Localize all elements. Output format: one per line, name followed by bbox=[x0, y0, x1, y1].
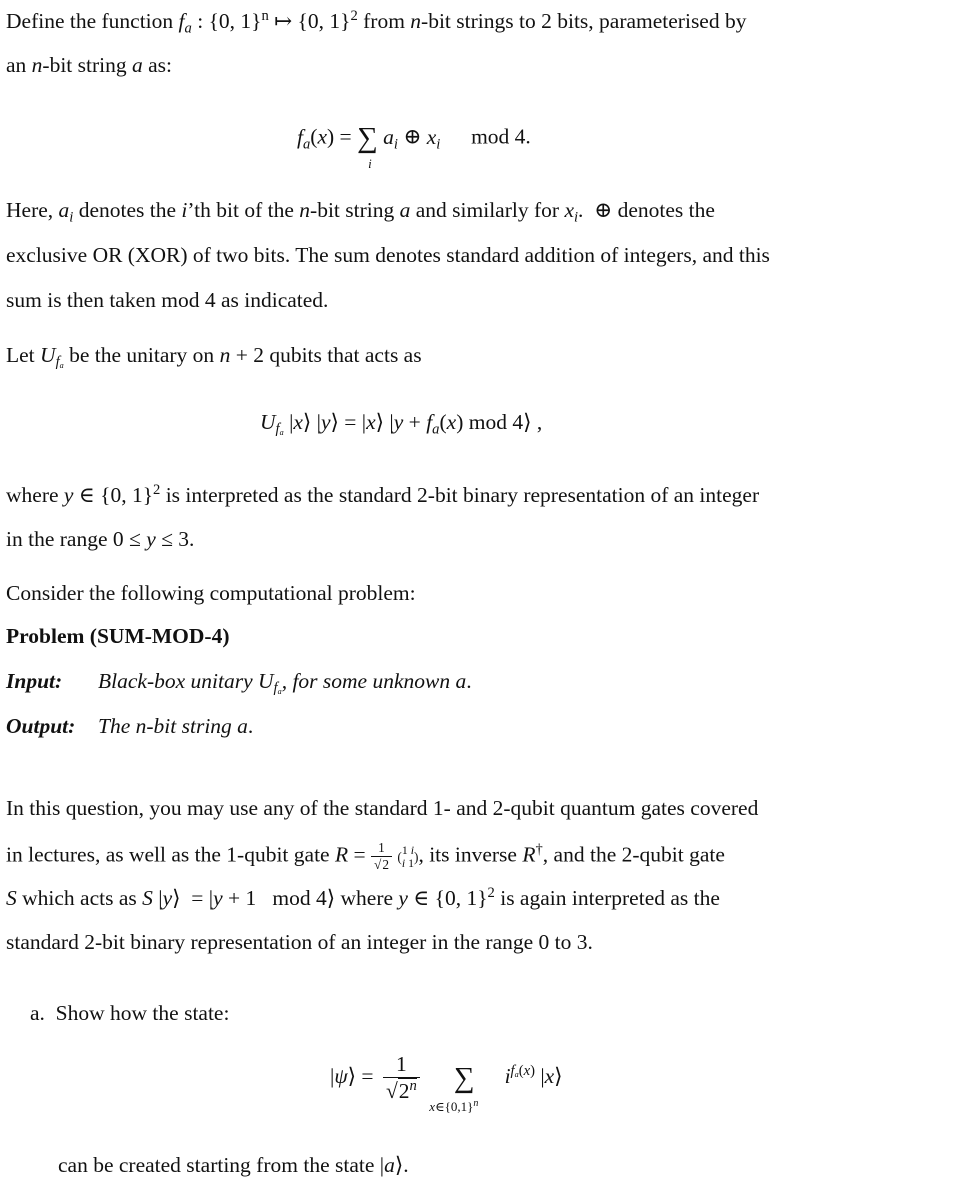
problem-input: Input: Black-box unitary $U_{fa}$, for some unknown a. bbox=[6, 669, 472, 697]
para5-line-4: standard 2-bit binary representation of an integer in the range 0 to 3. bbox=[6, 930, 593, 954]
text: where bbox=[6, 483, 59, 508]
equation-unitary: $U_{fa}$ |x⟩ |y⟩ = |x⟩ $|y + f_a(x)$ mod 4⟩ , bbox=[260, 410, 543, 438]
para2-line-1: Here, $a_i$ denotes the i’th bit of the n-bit string a and similarly for $x_i$. ⊕ denotes the bbox=[6, 198, 715, 226]
text: where bbox=[340, 886, 394, 911]
text: as: bbox=[148, 53, 173, 77]
consider-text: Consider the following computational problem: bbox=[6, 581, 416, 605]
text: and similarly for bbox=[415, 198, 560, 222]
text: ’th bit of the bbox=[187, 198, 294, 222]
text: -bit strings to 2 bits, parameterised by bbox=[421, 9, 747, 34]
text: in lectures, as well as the 1-qubit gate bbox=[6, 842, 330, 867]
text: is interpreted as the standard 2-bit binary representation of an integer bbox=[165, 483, 760, 508]
text: , for some unknown bbox=[281, 669, 451, 693]
para3-line: Let $U_{fa}$ be the unitary on n + 2 qubits that acts as bbox=[6, 343, 422, 371]
text: The bbox=[98, 714, 131, 738]
text: -bit string bbox=[310, 198, 395, 222]
input-label: Input: bbox=[6, 669, 63, 693]
para5-line-1: In this question, you may use any of the standard 1- and 2-qubit quantum gates covered bbox=[6, 796, 759, 820]
text: mod 4 bbox=[272, 886, 327, 911]
output-label: Output: bbox=[6, 714, 76, 738]
text: denotes the bbox=[617, 198, 715, 222]
para2-line-3: sum is then taken mod 4 as indicated. bbox=[6, 288, 329, 312]
text: qubits that acts as bbox=[269, 343, 422, 367]
text: be the unitary on bbox=[69, 343, 215, 367]
intro-line-2: an n-bit string a as: bbox=[6, 53, 173, 77]
text: , its inverse bbox=[418, 842, 517, 867]
text: an bbox=[6, 53, 27, 77]
part-a-heading bbox=[30, 1001, 229, 1026]
part-a-label: a. bbox=[30, 1001, 45, 1025]
problem-output: Output: The n-bit string a. bbox=[6, 714, 254, 738]
problem-title: Problem (SUM-MOD-4) bbox=[6, 624, 230, 648]
text: Black-box unitary bbox=[98, 669, 253, 693]
part-a-after: can be created starting from the state |a⟩. bbox=[58, 1153, 409, 1177]
text: mod 4. bbox=[471, 124, 531, 149]
text: Let bbox=[6, 343, 35, 367]
text: Define the function bbox=[6, 9, 174, 34]
text: Here, bbox=[6, 198, 54, 222]
para5-line-3: S which acts as S |y⟩ = |y + 1 mod 4⟩ where y ∈ {0, 1}$^2$ is again interpreted as the bbox=[6, 885, 720, 911]
para4-line-2: in the range 0 ≤ y ≤ 3. bbox=[6, 527, 195, 551]
text: from bbox=[363, 9, 405, 34]
para2-line-2: exclusive OR (XOR) of two bits. The sum denotes standard addition of integers, and this bbox=[6, 243, 770, 267]
equation-fa: $f_a(x)$ = ∑ i $a_i$ ⊕ $x_i$ mod 4. bbox=[297, 122, 531, 171]
text: is again interpreted as the bbox=[500, 886, 720, 911]
text: denotes the bbox=[78, 198, 177, 222]
text: -bit string bbox=[146, 714, 232, 738]
text: Show how the state: bbox=[55, 1001, 230, 1025]
equation-psi: |ψ⟩ = $\frac{1}{√2^n}$ ∑ $x\in\{0,1\}^n$ $i^{fa(x)}$ |x⟩ bbox=[330, 1052, 563, 1114]
para5-line-2: in lectures, as well as the 1-qubit gate R = $\frac{1}{√2}$ (1 i i 1), its inverse R†, and the 2-qubit gate bbox=[6, 840, 725, 872]
intro-line-1: Define the function $f_a$ : {0, 1}$^n$ ↦ {0, 1}$^2$ from n-bit strings to 2 bits, parameterised by bbox=[6, 8, 747, 37]
para4-line-1: where y ∈ {0, 1}$^2$ is interpreted as the standard 2-bit binary representation of an integer bbox=[6, 482, 760, 508]
text: can be created starting from the state bbox=[58, 1153, 375, 1177]
text: , and the 2-qubit gate bbox=[542, 842, 725, 867]
text: mod 4 bbox=[468, 410, 524, 434]
text: -bit string bbox=[42, 53, 127, 77]
text: in the range bbox=[6, 527, 108, 551]
text: which acts as bbox=[22, 886, 137, 911]
